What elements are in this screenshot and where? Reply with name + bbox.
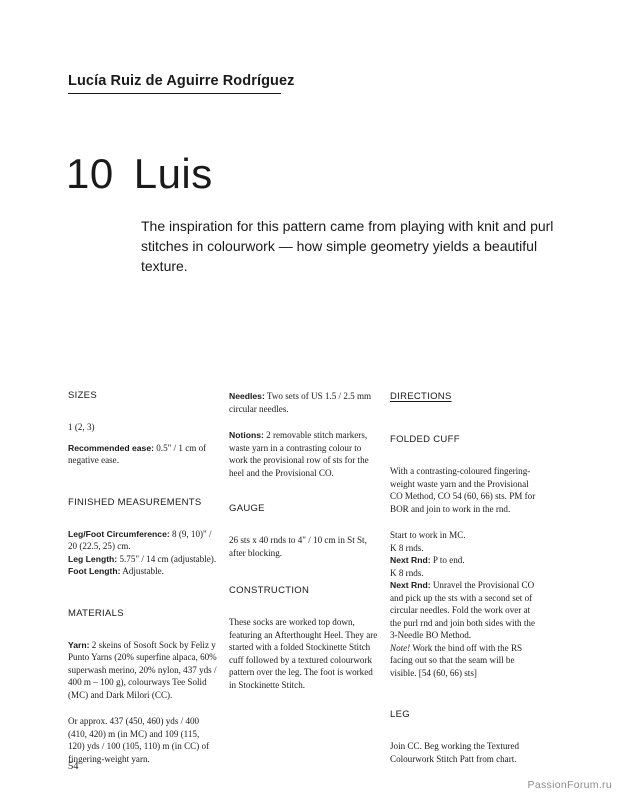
- next-rnd-label: Next Rnd:: [390, 555, 431, 565]
- needles-paragraph: [229, 390, 379, 415]
- yarn-label: Yarn:: [68, 639, 90, 650]
- start-mc: Start to work in MC.: [390, 530, 466, 540]
- unravel-round: [390, 579, 542, 642]
- notions-label: Notions:: [229, 430, 264, 440]
- folded-cuff-steps: [390, 529, 542, 679]
- gauge-text: 26 sts x 40 rnds to 4" / 10 cm in St St, after blocking.: [229, 535, 367, 558]
- pattern-intro: The inspiration for this pattern came from playing with knit and purl stitches in colourwork — how simple geometry yields a beautiful texture.: [141, 218, 554, 274]
- gauge-heading: GAUGE: [229, 503, 265, 514]
- materials-heading: MATERIALS: [68, 607, 124, 619]
- ease-label: Recommended ease:: [68, 442, 154, 453]
- column-left: [68, 390, 218, 779]
- notions-paragraph: [229, 429, 379, 479]
- pattern-title: [66, 150, 213, 198]
- circumference-label: Leg/Foot Circumference:: [68, 528, 170, 539]
- leg-length-line: [68, 553, 218, 566]
- leg-length-text: 5.75" / 14 cm (adjustable).: [117, 553, 217, 564]
- leg-text: Join CC. Beg working the Textured Colourwork Stitch Patt from chart.: [390, 741, 520, 764]
- foot-length-text: Adjustable.: [120, 566, 164, 576]
- sizes-heading: SIZES: [68, 390, 97, 401]
- yarn-alternative: Or approx. 437 (450, 460) yds / 400 (410, 420) m (in MC) and 109 (115, 120) yds / 100 (105, 110) m (in CC) of fingering-weight yarn.: [68, 716, 210, 764]
- next-rnd-text: P to end.: [430, 555, 465, 565]
- purl-round: [390, 554, 542, 567]
- pattern-number: 10: [66, 150, 114, 197]
- author-divider: [68, 93, 281, 94]
- yarn-paragraph: [68, 639, 218, 702]
- construction-heading: CONSTRUCTION: [229, 585, 310, 596]
- needles-label: Needles:: [229, 391, 265, 401]
- circumference-text: 8 (9, 10)" / 20 (22.5, 25) cm.: [68, 528, 212, 551]
- leg-heading: LEG: [390, 709, 410, 720]
- page-number: 54: [68, 761, 79, 772]
- recommended-ease: [68, 442, 218, 467]
- yarn-text: 2 skeins of Sosoft Sock by Feliz y Punto Yarns (20% superfine alpaca, 60% superwash merino, 20% nylon, 437 yds / 400 m – 100 g), colourways Tee Solid (MC) and Dark Milori (CC).: [68, 639, 217, 700]
- needles-text: Two sets of US 1.5 / 2.5 mm circular needles.: [229, 391, 372, 414]
- pattern-name: Luis: [133, 150, 213, 197]
- circumference-line: [68, 528, 218, 553]
- unravel-label: Next Rnd:: [390, 580, 431, 590]
- sizes-values: 1 (2, 3): [68, 422, 95, 432]
- note-label: Note!: [390, 642, 411, 653]
- construction-text: These socks are worked top down, featuring an Afterthought Heel. They are started with a folded Stockinette Stitch cuff followed by a textured colourwork pattern over the leg. The foot is worked in Stockinette Stitch.: [229, 617, 378, 690]
- folded-cuff-heading: FOLDED CUFF: [390, 434, 460, 445]
- bind-off-note: [390, 642, 542, 680]
- directions-heading: DIRECTIONS: [390, 391, 452, 402]
- column-middle: [229, 390, 379, 705]
- ease-text: 0.5" / 1 cm of negative ease.: [68, 442, 207, 465]
- notions-text: 2 removable stitch markers, waste yarn in a contrasting colour to work the provisional row of sts for the heel and the Provisional CO.: [229, 430, 369, 478]
- leg-length-label: Leg Length:: [68, 553, 118, 564]
- foot-length-label: Foot Length:: [68, 566, 121, 576]
- column-right: [390, 390, 542, 779]
- folded-cuff-intro: With a contrasting-coloured fingering-weight waste yarn and the Provisional CO Method, CO 54 (60, 66) sts. PM for BOR and join to work in the rnd.: [390, 466, 536, 514]
- unravel-text: Unravel the Provisional CO and pick up the sts with a second set of circular needles. Fold the work over at the purl rnd and join both sides with the 3-Needle BO Method.: [390, 580, 535, 640]
- finished-measurements-heading: FINISHED MEASUREMENTS: [68, 496, 202, 508]
- author-name: Lucía Ruiz de Aguirre Rodríguez: [68, 73, 295, 89]
- knit-8-rounds-first: K 8 rnds.: [390, 542, 424, 553]
- finished-measurements-list: [68, 528, 218, 578]
- foot-length-line: [68, 565, 218, 578]
- watermark: PassionForum.ru: [527, 779, 612, 791]
- note-text: Work the bind off with the RS facing out so that the seam will be visible. [54 (60, 66) sts]: [390, 642, 523, 678]
- knit-8-rounds-second: K 8 rnds.: [390, 567, 424, 578]
